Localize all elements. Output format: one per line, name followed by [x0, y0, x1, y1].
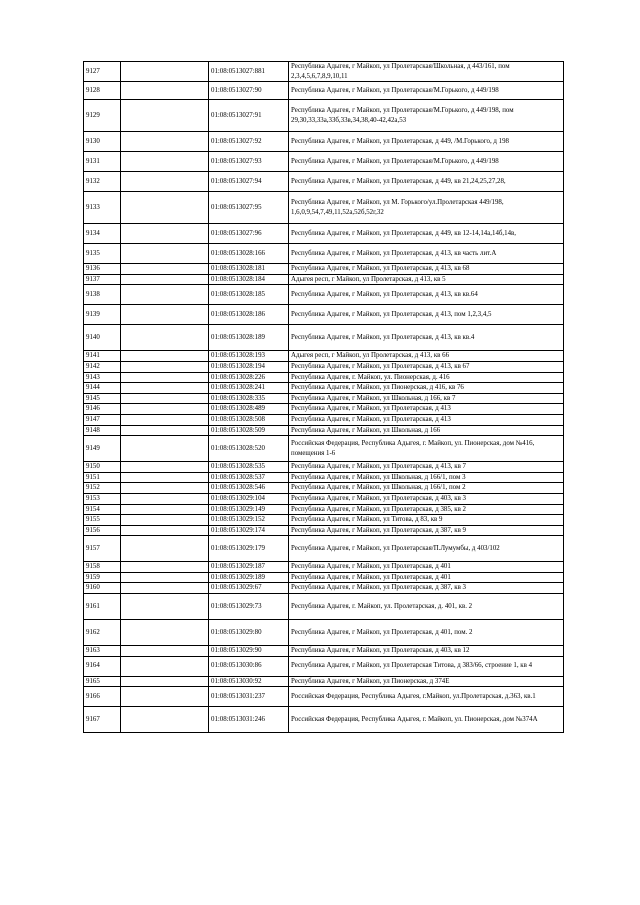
row-number-cell: 9162: [84, 620, 121, 646]
table-row: [84, 646, 564, 657]
row-blank-cell: [121, 82, 209, 100]
cadastral-number-cell: 01:08:0513028:535: [209, 462, 289, 473]
address-cell: Республика Адыгея, г Майкоп, ул Пролетарская, д 449, кв 21,24,25,27,28,: [289, 172, 564, 192]
row-blank-cell: [121, 325, 209, 351]
table-row: [84, 404, 564, 415]
table-row: [84, 285, 564, 305]
row-number-cell: 9146: [84, 404, 121, 415]
row-blank-cell: [121, 414, 209, 425]
cadastral-number-cell: 01:08:0513028:489: [209, 404, 289, 415]
address-cell: Республика Адыгея, г Майкоп, ул Пролетарская, д 403, кв 12: [289, 646, 564, 657]
address-cell: Республика Адыгея, г Майкоп, ул Школьная, д 166, кв 7: [289, 393, 564, 404]
cadastral-number-cell: 01:08:0513029:67: [209, 583, 289, 594]
row-blank-cell: [121, 436, 209, 462]
cadastral-number-cell: 01:08:0513028:509: [209, 425, 289, 436]
address-cell: Республика Адыгея, г Майкоп, ул М. Горького/ул.Пролетарская 449/198, 1,6,0,9,54,7,49,11,52а,52б,52г,32: [289, 192, 564, 224]
cadastral-number-cell: 01:08:0513029:90: [209, 646, 289, 657]
cadastral-number-cell: 01:08:0513030:86: [209, 656, 289, 676]
cadastral-number-cell: 01:08:0513031:246: [209, 707, 289, 733]
table-row: [84, 264, 564, 275]
row-number-cell: 9163: [84, 646, 121, 657]
address-cell: Республика Адыгея, г Майкоп, ул Школьная, д 166/1, пом 3: [289, 472, 564, 483]
table-row: [84, 462, 564, 473]
cadastral-number-cell: 01:08:0513028:335: [209, 393, 289, 404]
row-blank-cell: [121, 572, 209, 583]
cadastral-number-cell: 01:08:0513028:189: [209, 325, 289, 351]
cadastral-number-cell: 01:08:0513029:187: [209, 562, 289, 573]
table-row: [84, 525, 564, 536]
row-number-cell: 9153: [84, 493, 121, 504]
table-row: [84, 100, 564, 132]
address-cell: Российская Федерация, Республика Адыгея, г.Майкоп, ул.Пролетарская, д.363, кв.1: [289, 687, 564, 707]
cadastral-number-cell: 01:08:0513028:194: [209, 361, 289, 372]
cadastral-number-cell: 01:08:0513029:179: [209, 536, 289, 562]
cadastral-number-cell: 01:08:0513027:881: [209, 62, 289, 82]
address-cell: Республика Адыгея, г Майкоп, ул Титова, д 83, кв 9: [289, 515, 564, 526]
row-blank-cell: [121, 515, 209, 526]
row-number-cell: 9164: [84, 656, 121, 676]
table-row: [84, 483, 564, 494]
row-number-cell: 9132: [84, 172, 121, 192]
cadastral-number-cell: 01:08:0513029:152: [209, 515, 289, 526]
row-blank-cell: [121, 244, 209, 264]
address-cell: Республика Адыгея, г Майкоп, ул Пролетарская, д 413: [289, 404, 564, 415]
row-blank-cell: [121, 132, 209, 152]
row-number-cell: 9156: [84, 525, 121, 536]
row-number-cell: 9165: [84, 676, 121, 687]
table-row: [84, 493, 564, 504]
cadastral-number-cell: 01:08:0513028:226: [209, 372, 289, 383]
row-number-cell: 9166: [84, 687, 121, 707]
table-row: [84, 594, 564, 620]
address-cell: Республика Адыгея, г Майкоп, ул Пролетарская, д 449, /М.Горького, д 198: [289, 132, 564, 152]
address-cell: Республика Адыгея, г Майкоп, ул Пролетарская, д 413, кв кв.64: [289, 285, 564, 305]
registry-table: [83, 61, 564, 733]
table-row: [84, 656, 564, 676]
row-number-cell: 9161: [84, 594, 121, 620]
address-cell: Республика Адыгея, г. Майкоп, ул. Пионерская, д. 416: [289, 372, 564, 383]
table-row: [84, 414, 564, 425]
row-number-cell: 9133: [84, 192, 121, 224]
row-blank-cell: [121, 152, 209, 172]
row-blank-cell: [121, 62, 209, 82]
row-blank-cell: [121, 274, 209, 285]
cadastral-number-cell: 01:08:0513027:93: [209, 152, 289, 172]
cadastral-number-cell: 01:08:0513027:96: [209, 224, 289, 244]
row-number-cell: 9157: [84, 536, 121, 562]
cadastral-number-cell: 01:08:0513029:174: [209, 525, 289, 536]
cadastral-number-cell: 01:08:0513029:80: [209, 620, 289, 646]
cadastral-number-cell: 01:08:0513029:73: [209, 594, 289, 620]
table-row: [84, 82, 564, 100]
address-cell: Республика Адыгея, г Майкоп, ул Пролетарская, д 413, кв часть лит.А: [289, 244, 564, 264]
cadastral-number-cell: 01:08:0513028:537: [209, 472, 289, 483]
row-blank-cell: [121, 707, 209, 733]
address-cell: Республика Адыгея, г Майкоп, ул Пролетарская/М.Горького, д 449/198, пом 29,30,33,33а,33б,33в,34,38,40-42,42а,53: [289, 100, 564, 132]
cadastral-number-cell: 01:08:0513031:237: [209, 687, 289, 707]
table-row: [84, 372, 564, 383]
table-row: [84, 383, 564, 394]
registry-table-body: [84, 62, 564, 733]
address-cell: Республика Адыгея, г Майкоп, ул Пролетарская, д 385, кв 2: [289, 504, 564, 515]
row-blank-cell: [121, 425, 209, 436]
address-cell: Республика Адыгея, г Майкоп, ул Пролетарская Титова, д 383/66, строение 1, кв 4: [289, 656, 564, 676]
row-blank-cell: [121, 100, 209, 132]
cadastral-number-cell: 01:08:0513029:189: [209, 572, 289, 583]
address-cell: Республика Адыгея, г Майкоп, ул Школьная, д 166/1, пом 2: [289, 483, 564, 494]
address-cell: Российская Федерация, Республика Адыгея, г. Майкоп, ул. Пионерская, дом №416, помещения 1-6: [289, 436, 564, 462]
row-blank-cell: [121, 172, 209, 192]
cadastral-number-cell: 01:08:0513028:166: [209, 244, 289, 264]
table-row: [84, 192, 564, 224]
table-row: [84, 305, 564, 325]
row-number-cell: 9134: [84, 224, 121, 244]
address-cell: Республика Адыгея, г Майкоп, ул Пролетарская/М.Горького, д 449/198: [289, 82, 564, 100]
table-row: [84, 325, 564, 351]
cadastral-number-cell: 01:08:0513028:241: [209, 383, 289, 394]
row-number-cell: 9145: [84, 393, 121, 404]
row-number-cell: 9144: [84, 383, 121, 394]
cadastral-number-cell: 01:08:0513029:104: [209, 493, 289, 504]
row-number-cell: 9130: [84, 132, 121, 152]
row-blank-cell: [121, 224, 209, 244]
address-cell: Республика Адыгея, г Майкоп, ул Пролетарская, д 413, кв кв.4: [289, 325, 564, 351]
table-row: [84, 583, 564, 594]
address-cell: Республика Адыгея, г Майкоп, ул Пролетарская, д 387, кв 9: [289, 525, 564, 536]
cadastral-number-cell: 01:08:0513028:546: [209, 483, 289, 494]
cadastral-number-cell: 01:08:0513027:90: [209, 82, 289, 100]
row-blank-cell: [121, 192, 209, 224]
row-number-cell: 9141: [84, 351, 121, 362]
cadastral-number-cell: 01:08:0513028:508: [209, 414, 289, 425]
row-number-cell: 9148: [84, 425, 121, 436]
table-row: [84, 361, 564, 372]
table-row: [84, 244, 564, 264]
table-row: [84, 274, 564, 285]
table-row: [84, 393, 564, 404]
row-blank-cell: [121, 393, 209, 404]
table-row: [84, 536, 564, 562]
row-blank-cell: [121, 504, 209, 515]
row-blank-cell: [121, 404, 209, 415]
table-row: [84, 132, 564, 152]
row-blank-cell: [121, 676, 209, 687]
row-number-cell: 9154: [84, 504, 121, 515]
cadastral-number-cell: 01:08:0513027:94: [209, 172, 289, 192]
row-blank-cell: [121, 383, 209, 394]
row-number-cell: 9129: [84, 100, 121, 132]
address-cell: Республика Адыгея, г Майкоп, ул Пролетарская, д 401: [289, 562, 564, 573]
row-number-cell: 9138: [84, 285, 121, 305]
row-number-cell: 9147: [84, 414, 121, 425]
row-blank-cell: [121, 351, 209, 362]
address-cell: Адыгея респ, г Майкоп, ул Пролетарская, д 413, кв 5: [289, 274, 564, 285]
row-number-cell: 9155: [84, 515, 121, 526]
row-blank-cell: [121, 493, 209, 504]
address-cell: Российская Федерация, Республика Адыгея, г. Майкоп, ул. Пионерская, дом №374А: [289, 707, 564, 733]
row-number-cell: 9167: [84, 707, 121, 733]
row-blank-cell: [121, 536, 209, 562]
row-number-cell: 9150: [84, 462, 121, 473]
row-number-cell: 9142: [84, 361, 121, 372]
row-number-cell: 9143: [84, 372, 121, 383]
cadastral-number-cell: 01:08:0513028:185: [209, 285, 289, 305]
table-row: [84, 224, 564, 244]
cadastral-number-cell: 01:08:0513028:181: [209, 264, 289, 275]
row-blank-cell: [121, 656, 209, 676]
table-row: [84, 707, 564, 733]
row-blank-cell: [121, 620, 209, 646]
table-row: [84, 687, 564, 707]
address-cell: Республика Адыгея, г Майкоп, ул Пионерская, д 416, кв 76: [289, 383, 564, 394]
table-row: [84, 425, 564, 436]
row-blank-cell: [121, 285, 209, 305]
row-blank-cell: [121, 583, 209, 594]
row-number-cell: 9151: [84, 472, 121, 483]
cadastral-number-cell: 01:08:0513029:149: [209, 504, 289, 515]
row-number-cell: 9128: [84, 82, 121, 100]
address-cell: Республика Адыгея, г Майкоп, ул Пролетарская/П.Лумумбы, д 403/102: [289, 536, 564, 562]
row-number-cell: 9160: [84, 583, 121, 594]
row-blank-cell: [121, 525, 209, 536]
table-row: [84, 351, 564, 362]
cadastral-number-cell: 01:08:0513030:92: [209, 676, 289, 687]
address-cell: Республика Адыгея, г Майкоп, ул Пролетарская, д 413, кв 7: [289, 462, 564, 473]
cadastral-number-cell: 01:08:0513027:95: [209, 192, 289, 224]
table-row: [84, 472, 564, 483]
table-row: [84, 62, 564, 82]
table-row: [84, 562, 564, 573]
row-number-cell: 9135: [84, 244, 121, 264]
row-blank-cell: [121, 483, 209, 494]
table-row: [84, 620, 564, 646]
table-row: [84, 172, 564, 192]
row-blank-cell: [121, 372, 209, 383]
table-row: [84, 676, 564, 687]
row-number-cell: 9127: [84, 62, 121, 82]
address-cell: Республика Адыгея, г Майкоп, ул Пионерская, д 374Е: [289, 676, 564, 687]
address-cell: Республика Адыгея, г Майкоп, ул Пролетарская, д 401: [289, 572, 564, 583]
cadastral-number-cell: 01:08:0513027:91: [209, 100, 289, 132]
table-row: [84, 515, 564, 526]
address-cell: Республика Адыгея, г. Майкоп, ул. Пролетарская, д. 401, кв. 2: [289, 594, 564, 620]
cadastral-number-cell: 01:08:0513027:92: [209, 132, 289, 152]
row-blank-cell: [121, 264, 209, 275]
cadastral-number-cell: 01:08:0513028:520: [209, 436, 289, 462]
address-cell: Республика Адыгея, г Майкоп, ул Пролетарская, д 413: [289, 414, 564, 425]
table-row: [84, 436, 564, 462]
row-blank-cell: [121, 361, 209, 372]
address-cell: Республика Адыгея, г Майкоп, ул Пролетарская/М.Горького, д 449/198: [289, 152, 564, 172]
address-cell: Республика Адыгея, г Майкоп, ул Пролетарская/Школьная, д 443/161, пом 2,3,4,5,6,7,8,9,10,11: [289, 62, 564, 82]
row-number-cell: 9159: [84, 572, 121, 583]
address-cell: Республика Адыгея, г Майкоп, ул Пролетарская, д 413, кв 67: [289, 361, 564, 372]
address-cell: Республика Адыгея, г Майкоп, ул Пролетарская, д 413, пом 1,2,3,4,5: [289, 305, 564, 325]
address-cell: Республика Адыгея, г Майкоп, ул Школьная, д 166: [289, 425, 564, 436]
cadastral-number-cell: 01:08:0513028:193: [209, 351, 289, 362]
row-number-cell: 9136: [84, 264, 121, 275]
address-cell: Республика Адыгея, г Майкоп, ул Пролетарская, д 413, кв 68: [289, 264, 564, 275]
table-row: [84, 504, 564, 515]
cadastral-number-cell: 01:08:0513028:184: [209, 274, 289, 285]
row-blank-cell: [121, 462, 209, 473]
row-number-cell: 9149: [84, 436, 121, 462]
cadastral-number-cell: 01:08:0513028:186: [209, 305, 289, 325]
row-number-cell: 9140: [84, 325, 121, 351]
address-cell: Республика Адыгея, г Майкоп, ул Пролетарская, д 449, кв 12-14,14а,14б,14в,: [289, 224, 564, 244]
row-number-cell: 9158: [84, 562, 121, 573]
row-number-cell: 9139: [84, 305, 121, 325]
row-blank-cell: [121, 472, 209, 483]
row-number-cell: 9152: [84, 483, 121, 494]
row-blank-cell: [121, 646, 209, 657]
row-blank-cell: [121, 562, 209, 573]
row-blank-cell: [121, 305, 209, 325]
address-cell: Адыгея респ, г Майкоп, ул Пролетарская, д 413, кв 66: [289, 351, 564, 362]
address-cell: Республика Адыгея, г Майкоп, ул Пролетарская, д 403, кв 3: [289, 493, 564, 504]
table-row: [84, 572, 564, 583]
table-row: [84, 152, 564, 172]
address-cell: Республика Адыгея, г Майкоп, ул Пролетарская, д 387, кв 3: [289, 583, 564, 594]
row-number-cell: 9137: [84, 274, 121, 285]
row-blank-cell: [121, 594, 209, 620]
row-blank-cell: [121, 687, 209, 707]
row-number-cell: 9131: [84, 152, 121, 172]
address-cell: Республика Адыгея, г Майкоп, ул Пролетарская, д 401, пом. 2: [289, 620, 564, 646]
